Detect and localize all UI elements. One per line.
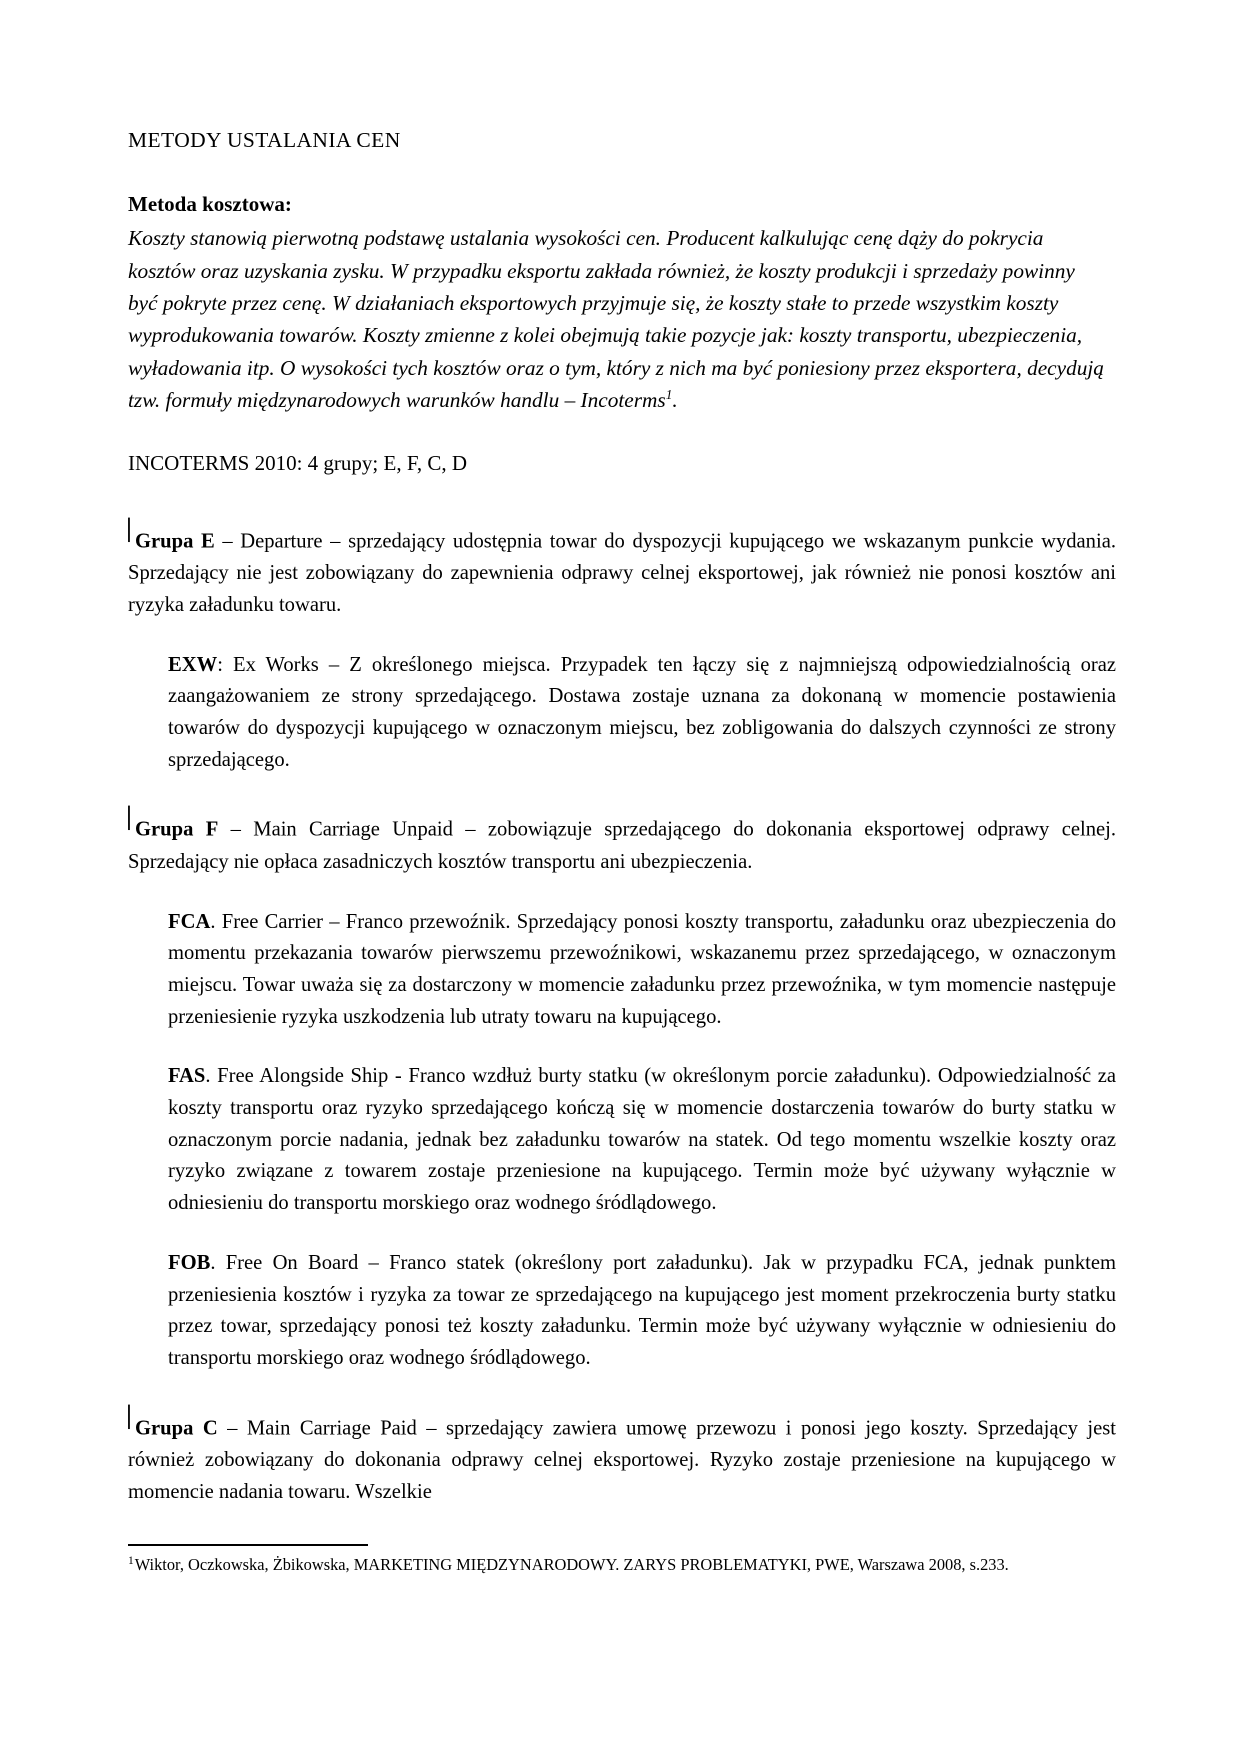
incoterms-blocks — [128, 516, 1120, 1509]
bullet-glyph — [128, 516, 135, 548]
incoterm-group-paragraph: ▏Grupa F – Main Carriage Unpaid – zobowiązuje sprzedającego do dokonania eksportowej odprawy celnej. Sprzedający nie opłaca zasadniczych kosztów transportu ani ubezpieczenia. — [128, 804, 1116, 878]
page-title: METODY USTALANIA CEN — [128, 128, 401, 152]
bullet-glyph — [128, 804, 135, 836]
footnote-citation: Wiktor, Oczkowska, Żbikowska, MARKETING MIĘDZYNARODOWY. ZARYS PROBLEMATYKI, PWE, Warszawa 2008, s.233. — [134, 1555, 1009, 1575]
section-heading-metoda-kosztowa: Metoda kosztowa: — [128, 191, 292, 216]
intro-paragraph: Koszty stanowią pierwotną podstawę ustalania wysokości cen. Producent kalkulując cenę dąży do pokrycia kosztów oraz uzyskania zysku. W przypadku eksportu zakłada również, że koszty produkcji i sprzedaży powinny być pokryte przez cenę. W działaniach eksportowych przyjmuje się, że koszty stałe to przede wszystkim koszty wyprodukowania towarów. Koszty zmienne z kolei obejmują takie pozycje jak: koszty transportu, ubezpieczenia, wyładowania itp. O wysokości tych kosztów oraz o tym, który z nich ma być poniesiony przez eksportera, decydują tzw. formuły międzynarodowych warunków handlu – Incoterms$^1$. — [128, 226, 1104, 412]
footnote-separator — [128, 1544, 368, 1546]
bullet-glyph — [128, 1403, 135, 1435]
footnote — [128, 1544, 1108, 1578]
incoterm-paragraph: EXW: Ex Works – Z określonego miejsca. Przypadek ten łączy się z najmniejszą odpowiedzialnością oraz zaangażowaniem ze strony sprzedającego. Dostawa zostaje uznana za dokonaną w momencie postawienia towarów do dyspozycji kupującego w oznaczonym miejscu, bez zobligowania do dalszych czynności ze strony sprzedającego. — [168, 653, 1116, 771]
incoterms-line: INCOTERMS 2010: 4 grupy; E, F, C, D — [128, 451, 468, 476]
incoterm-group-paragraph: ▏Grupa C – Main Carriage Paid – sprzedający zawiera umowę przewozu i ponosi jego koszty. Sprzedający jest również zobowiązany do dokonania odprawy celnej eksportowej. Ryzyko zostaje przeniesione na kupującego w momencie nadania towaru. Wszelkie — [128, 1403, 1116, 1509]
incoterm-paragraph: FCA. Free Carrier – Franco przewoźnik. Sprzedający ponosi koszty transportu, załadunku oraz ubezpieczenia do momentu przekazania towarów pierwszemu przewoźnikowi, wskazanemu przez sprzedającego, w oznaczonym miejscu. Towar uważa się za dostarczony w momencie załadunku przez przewoźnika, w tym momencie następuje przeniesienie ryzyka uszkodzenia lub utraty towaru na kupującego. — [168, 910, 1116, 1028]
incoterm-paragraph: FOB. Free On Board – Franco statek (określony port załadunku). Jak w przypadku FCA, jednak punktem przeniesienia kosztów i ryzyka za towar ze sprzedającego na kupującego jest moment przekroczenia burty statku przez towar, sprzedający ponosi też koszty załadunku. Termin może być używany wyłącznie w odniesieniu do transportu morskiego oraz wodnego śródlądowego. — [168, 1251, 1116, 1369]
footnote-marker: 1 — [128, 1554, 134, 1567]
footnote-text — [128, 1553, 1088, 1578]
incoterm-paragraph: FAS. Free Alongside Ship - Franco wzdłuż burty statku (w określonym porcie załadunku). Odpowiedzialność za koszty transportu oraz ryzyko sprzedającego kończą się w momencie dostarczenia towarów do burty statku w oznaczonym porcie nadania, jednak bez załadunku towarów na statek. Od tego momentu wszelkie koszty oraz ryzyko związane z towarem zostaje przeniesione na kupującego. Termin może być używany wyłącznie w odniesieniu do transportu morskiego oraz wodnego śródlądowego. — [168, 1065, 1116, 1215]
incoterm-group-paragraph: ▏Grupa E – Departure – sprzedający udostępnia towar do dyspozycji kupującego we wskazanym punkcie wydania. Sprzedający nie jest zobowiązany do zapewnienia odprawy celnej eksportowej, jak również nie ponosi kosztów ani ryzyka załadunku towaru. — [128, 516, 1116, 622]
